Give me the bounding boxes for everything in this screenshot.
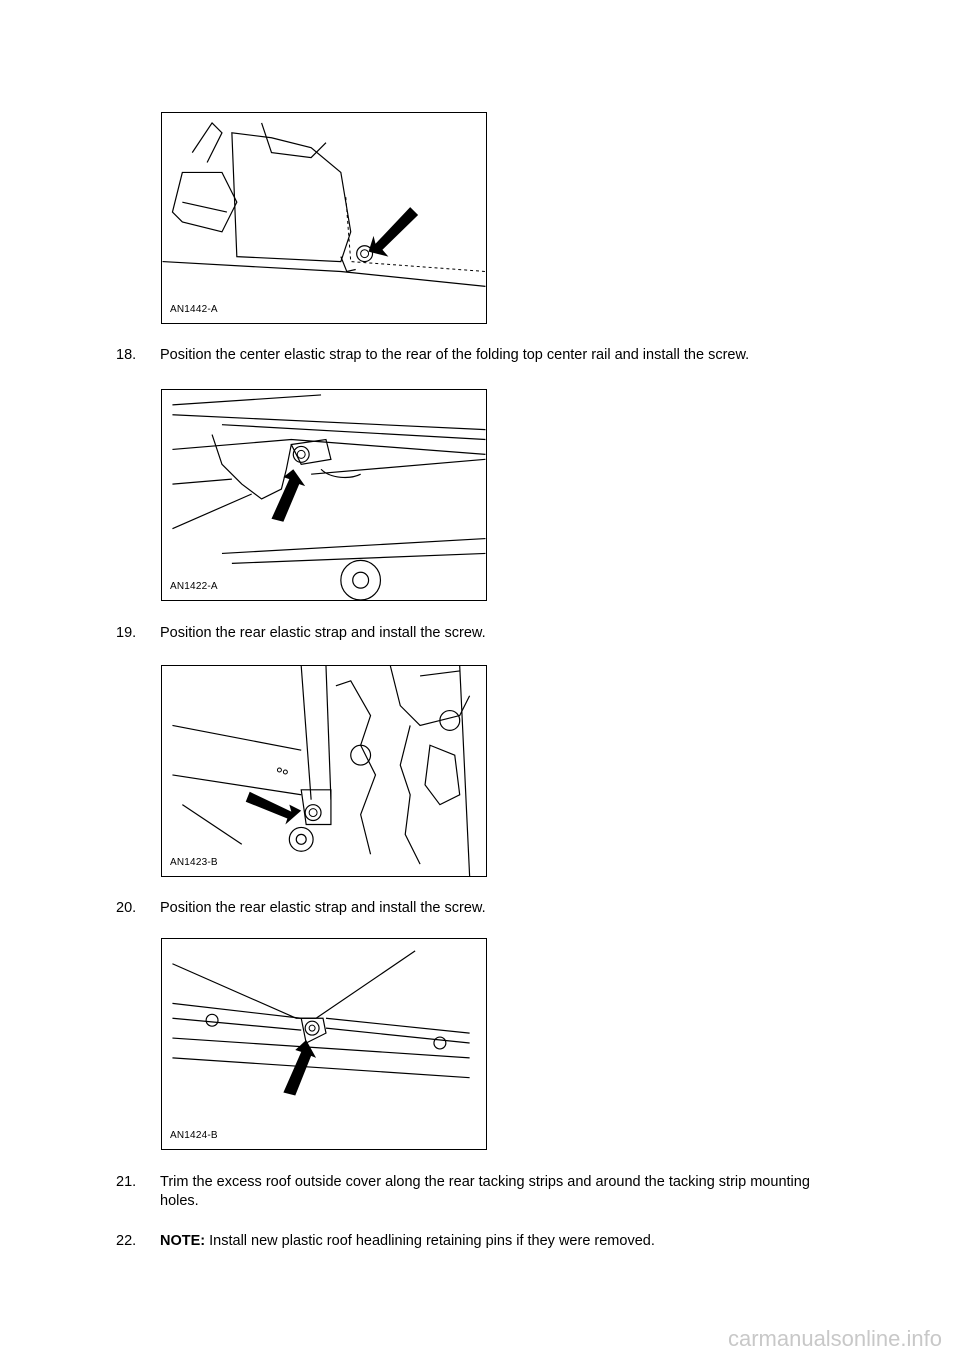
figure-illustration xyxy=(162,939,486,1149)
step-text: Position the rear elastic strap and install the screw. xyxy=(160,900,486,916)
step-number: 21. xyxy=(116,1174,137,1190)
figure-label: AN1424-B xyxy=(170,1130,218,1141)
step-22 xyxy=(116,1232,836,1251)
figure-an1423 xyxy=(161,665,487,877)
step-20 xyxy=(116,899,836,918)
note-text: Install new plastic roof headlining retaining pins if they were removed. xyxy=(205,1233,655,1249)
figure-illustration xyxy=(162,666,486,876)
figure-illustration xyxy=(162,390,486,600)
figure-label: AN1422-A xyxy=(170,581,218,592)
step-number: 20. xyxy=(116,900,137,916)
step-number: 19. xyxy=(116,625,137,641)
step-number: 22. xyxy=(116,1233,137,1249)
step-18 xyxy=(116,346,836,365)
figure-an1442 xyxy=(161,112,487,324)
watermark: carmanualsonline.info xyxy=(727,1326,942,1351)
step-text: Trim the excess roof outside cover along the rear tacking strips and around the tacking strip mounting holes. xyxy=(160,1174,810,1209)
figure-illustration xyxy=(162,113,486,323)
figure-an1422 xyxy=(161,389,487,601)
step-text: Position the center elastic strap to the rear of the folding top center rail and install the screw. xyxy=(160,347,750,363)
step-19 xyxy=(116,624,836,643)
step-number: 18. xyxy=(116,347,137,363)
note-label: NOTE: xyxy=(160,1233,206,1249)
figure-label: AN1442-A xyxy=(170,304,218,315)
step-21 xyxy=(116,1173,836,1211)
step-text xyxy=(160,1232,836,1251)
figure-an1424 xyxy=(161,938,487,1150)
step-text: Position the rear elastic strap and install the screw. xyxy=(160,625,486,641)
figure-label: AN1423-B xyxy=(170,857,218,868)
